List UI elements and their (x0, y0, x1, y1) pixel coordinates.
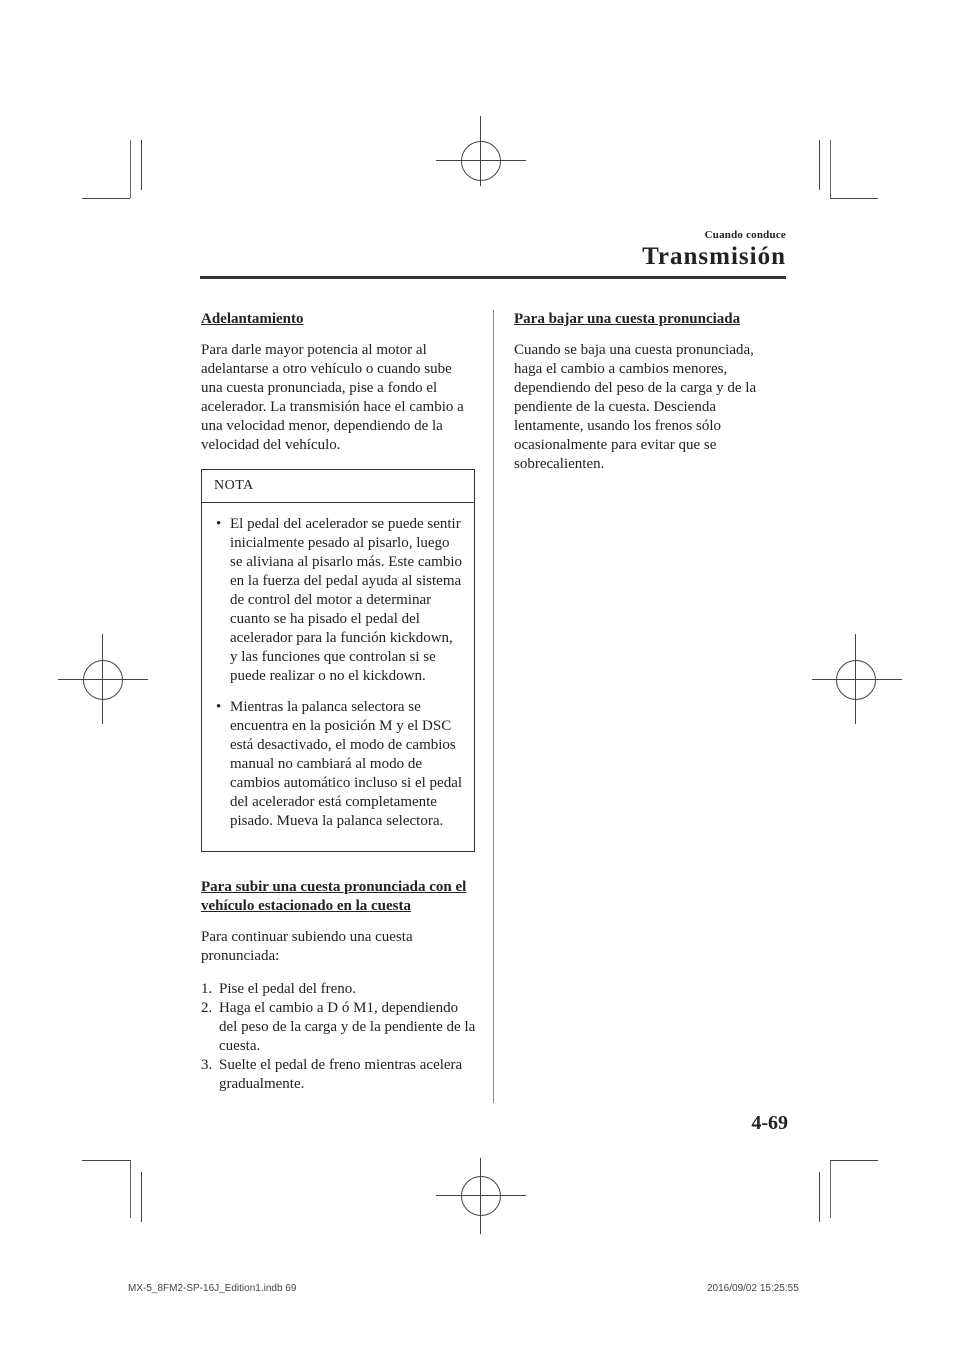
list-item: 2. Haga el cambio a D ó M1, dependiendo del peso de la carga y de la pendiente de la cuesta. (201, 1000, 476, 1054)
note-bullet-text: Mientras la palanca selectora se encuentra en la posición M y el DSC está desactivado, el modo de cambios manual no cambiará al modo de cambios automático incluso si el pedal del acelerador está completamente pisado. Mueva la palanca selectora. (230, 699, 463, 829)
steps-list (201, 980, 477, 1094)
overtaking-heading: Adelantamiento (201, 311, 304, 327)
right-column (514, 310, 784, 488)
hill-up-heading: Para subir una cuesta pronunciada con el vehículo estacionado en la cuesta (201, 879, 467, 914)
header-rule (200, 276, 786, 279)
list-item: 3. Suelte el pedal de freno mientras acelera gradualmente. (201, 1057, 463, 1092)
note-box (201, 469, 475, 852)
footer-file: MX-5_8FM2-SP-16J_Edition1.indb 69 (128, 1283, 297, 1294)
note-bullet-text: El pedal del acelerador se puede sentir inicialmente pesado al pisarlo, luego se aliviana al pisarlo más. Este cambio en la fuerza del pedal ayuda al sistema de control del motor a determinar cuanto se ha pisado el pedal del acelerador para la función kickdown, y las funciones que controlan si se puede realizar o no el kickdown. (230, 516, 463, 684)
note-bullet: • Mientras la palanca selectora se encuentra en la posición M y el DSC está desactivado, el modo de cambios manual no cambiará al modo de cambios automático incluso si el pedal del acelerador está completamente pisado. Mueva la palanca selectora. (216, 699, 463, 829)
column-divider (493, 310, 494, 1103)
page-number: 4-69 (751, 1112, 788, 1134)
hill-up-intro: Para continuar subiendo una cuesta pronunciada: (201, 929, 413, 964)
footer-timestamp: 2016/09/02 15:25:55 (707, 1283, 799, 1294)
section-label: Cuando conduce (704, 229, 786, 241)
left-column (201, 310, 477, 1094)
hill-down-heading: Para bajar una cuesta pronunciada (514, 311, 741, 327)
hill-down-text: Cuando se baja una cuesta pronunciada, haga el cambio a cambios menores, dependiendo del peso de la carga y de la pendiente de la cuesta. Descienda lentamente, usando los frenos sólo ocasionalmente para evitar que se sobrecalienten. (514, 342, 757, 472)
list-item: 1. Pise el pedal del freno. (201, 981, 357, 997)
note-bullet: • El pedal del acelerador se puede sentir inicialmente pesado al pisarlo, luego se aliviana al pisarlo más. Este cambio en la fuerza del pedal ayuda al sistema de control del motor a determinar cuanto se ha pisado el pedal del acelerador para la función kickdown, y las funciones que controlan si se puede realizar o no el kickdown. (216, 516, 463, 684)
page-title: Transmisión (642, 243, 786, 270)
note-title: NOTA (202, 470, 474, 503)
overtaking-text: Para darle mayor potencia al motor al adelantarse a otro vehículo o cuando sube una cuesta pronunciada, pise a fondo el acelerador. La transmisión hace el cambio a una velocidad menor, dependiendo de la velocidad del vehículo. (201, 342, 464, 453)
